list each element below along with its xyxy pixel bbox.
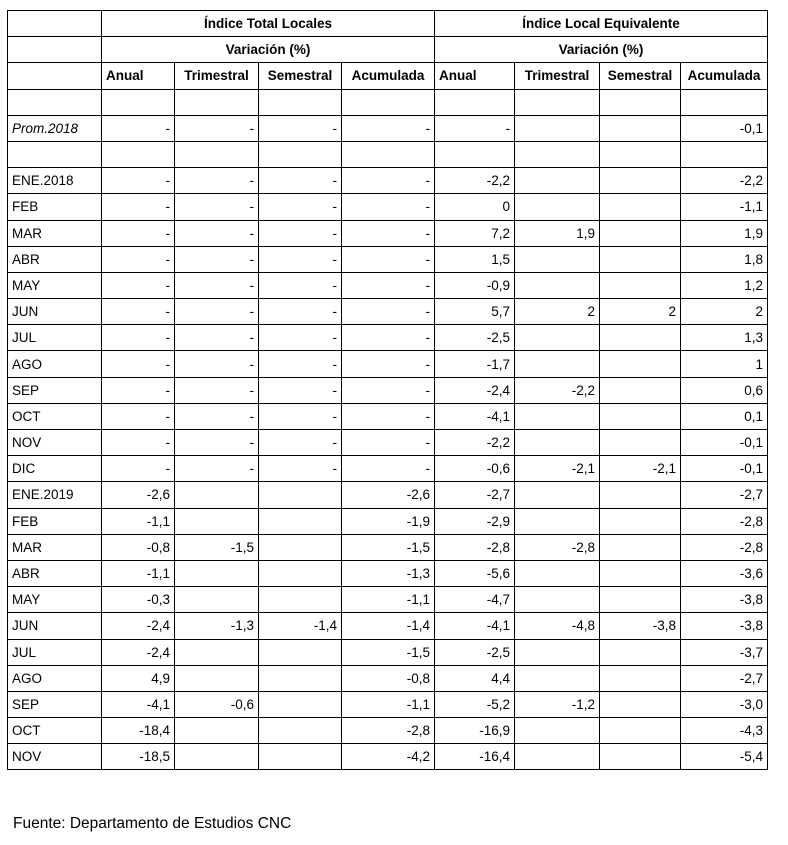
table-cell — [515, 89, 600, 115]
column-header: Acumulada — [681, 63, 768, 89]
table-cell — [600, 534, 681, 560]
table-cell: 1,3 — [681, 325, 768, 351]
table-cell — [342, 141, 435, 167]
table-cell: -1,1 — [342, 587, 435, 613]
table-cell — [515, 508, 600, 534]
table-cell: - — [102, 351, 175, 377]
table-row — [8, 194, 768, 220]
table-cell: - — [102, 299, 175, 325]
table-cell: - — [259, 299, 342, 325]
table-cell — [600, 272, 681, 298]
table-cell: -18,4 — [102, 718, 175, 744]
column-header: Semestral — [259, 63, 342, 89]
table-cell: - — [175, 351, 259, 377]
table-cell: -4,7 — [435, 587, 515, 613]
table-row — [8, 141, 768, 167]
table-cell — [600, 89, 681, 115]
column-header: Acumulada — [342, 63, 435, 89]
table-row — [8, 89, 768, 115]
table-cell: -2,6 — [102, 482, 175, 508]
table-cell: - — [259, 272, 342, 298]
table-cell: -1,9 — [342, 508, 435, 534]
table-cell — [342, 89, 435, 115]
table-cell — [600, 508, 681, 534]
table-cell — [259, 691, 342, 717]
table-cell: - — [102, 168, 175, 194]
table-cell: - — [102, 325, 175, 351]
table-cell: - — [175, 272, 259, 298]
table-cell — [515, 351, 600, 377]
table-cell — [600, 744, 681, 770]
table-cell — [681, 141, 768, 167]
table-cell: -1,1 — [342, 691, 435, 717]
table-cell — [600, 168, 681, 194]
table-cell: - — [175, 456, 259, 482]
table-cell — [515, 194, 600, 220]
table-row — [8, 351, 768, 377]
table-cell: -1,5 — [175, 534, 259, 560]
table-row — [8, 691, 768, 717]
table-cell — [435, 89, 515, 115]
table-cell: - — [342, 456, 435, 482]
table-cell — [515, 665, 600, 691]
table-row — [8, 534, 768, 560]
table-cell: -4,3 — [681, 718, 768, 744]
table-row — [8, 560, 768, 586]
table-cell: - — [175, 194, 259, 220]
table-cell: - — [175, 325, 259, 351]
table-cell — [600, 665, 681, 691]
table-cell — [435, 141, 515, 167]
table-cell: -4,2 — [342, 744, 435, 770]
table-cell: - — [259, 220, 342, 246]
table-cell: -1,4 — [342, 613, 435, 639]
row-label: OCT — [8, 718, 102, 744]
table-row — [8, 325, 768, 351]
row-label: DIC — [8, 456, 102, 482]
table-cell: - — [102, 430, 175, 456]
table-cell: -1,1 — [102, 560, 175, 586]
table-cell — [175, 665, 259, 691]
column-header: Trimestral — [515, 63, 600, 89]
table-cell: -1,7 — [435, 351, 515, 377]
table-row — [8, 299, 768, 325]
table-cell: - — [175, 430, 259, 456]
row-label: NOV — [8, 744, 102, 770]
row-label: JUN — [8, 613, 102, 639]
table-cell — [259, 141, 342, 167]
table-cell — [175, 508, 259, 534]
table-cell: 1,9 — [681, 220, 768, 246]
table-cell: -2,2 — [435, 168, 515, 194]
table-cell — [515, 246, 600, 272]
row-label: MAR — [8, 534, 102, 560]
table-cell: - — [175, 168, 259, 194]
table-cell: -2,6 — [342, 482, 435, 508]
table-cell: 2 — [515, 299, 600, 325]
table-cell: -2,2 — [681, 168, 768, 194]
table-cell: -3,8 — [681, 587, 768, 613]
table-cell: - — [102, 377, 175, 403]
table-cell: -1,5 — [342, 639, 435, 665]
table-cell: -3,6 — [681, 560, 768, 586]
row-label: ABR — [8, 246, 102, 272]
table-cell — [515, 168, 600, 194]
table-cell: -1,5 — [342, 534, 435, 560]
table-cell: - — [102, 246, 175, 272]
table-cell: -2,8 — [435, 534, 515, 560]
table-cell — [600, 560, 681, 586]
table-cell: -0,1 — [681, 430, 768, 456]
table-cell: -1,1 — [102, 508, 175, 534]
table-row — [8, 403, 768, 429]
table-cell: -16,4 — [435, 744, 515, 770]
table-cell: 0,1 — [681, 403, 768, 429]
index-table — [7, 10, 768, 770]
table-cell: 5,7 — [435, 299, 515, 325]
table-cell: 1,2 — [681, 272, 768, 298]
table-cell: -0,1 — [681, 115, 768, 141]
table-cell: -2,9 — [435, 508, 515, 534]
table-cell: - — [175, 299, 259, 325]
table-cell — [681, 89, 768, 115]
table-cell: - — [259, 325, 342, 351]
table-cell: - — [102, 403, 175, 429]
table-row — [8, 744, 768, 770]
table-cell: -2,4 — [102, 613, 175, 639]
table-row — [8, 456, 768, 482]
corner-cell — [8, 11, 102, 37]
table-cell: -0,8 — [102, 534, 175, 560]
table-cell: - — [175, 115, 259, 141]
table-cell: -4,1 — [435, 613, 515, 639]
table-cell — [600, 718, 681, 744]
table-cell — [515, 115, 600, 141]
table-cell: -2,7 — [681, 665, 768, 691]
table-cell: - — [175, 377, 259, 403]
table-cell — [600, 115, 681, 141]
table-cell — [515, 587, 600, 613]
table-cell: -1,3 — [175, 613, 259, 639]
table-cell: - — [342, 168, 435, 194]
table-row — [8, 587, 768, 613]
table-cell: -0,1 — [681, 456, 768, 482]
table-cell — [600, 351, 681, 377]
table-cell: - — [175, 246, 259, 272]
table-cell — [600, 403, 681, 429]
row-label: OCT — [8, 403, 102, 429]
row-label: MAY — [8, 272, 102, 298]
table-cell — [102, 141, 175, 167]
table-cell: -4,1 — [102, 691, 175, 717]
row-label: ENE.2019 — [8, 482, 102, 508]
row-label: SEP — [8, 691, 102, 717]
table-row — [8, 718, 768, 744]
table-cell: - — [259, 403, 342, 429]
table-cell — [259, 665, 342, 691]
table-cell — [515, 639, 600, 665]
table-cell: - — [342, 115, 435, 141]
row-label: JUL — [8, 325, 102, 351]
table-row — [8, 613, 768, 639]
table-row — [8, 246, 768, 272]
table-cell: - — [342, 272, 435, 298]
table-cell: - — [342, 403, 435, 429]
table-cell: -2,7 — [435, 482, 515, 508]
table-cell — [515, 718, 600, 744]
table-cell: -5,6 — [435, 560, 515, 586]
table-cell — [259, 534, 342, 560]
column-header: Trimestral — [175, 63, 259, 89]
row-label: MAR — [8, 220, 102, 246]
table-cell: 1 — [681, 351, 768, 377]
table-cell — [600, 194, 681, 220]
table-cell: - — [102, 456, 175, 482]
table-cell: - — [435, 115, 515, 141]
table-cell — [259, 718, 342, 744]
header-row-columns — [8, 63, 768, 89]
row-label: NOV — [8, 430, 102, 456]
table-cell: -3,8 — [600, 613, 681, 639]
table-cell: -2,8 — [681, 534, 768, 560]
table-body — [8, 11, 768, 770]
table-cell: 4,4 — [435, 665, 515, 691]
table-cell: - — [102, 194, 175, 220]
table-row — [8, 430, 768, 456]
table-cell — [600, 246, 681, 272]
table-cell: -2,1 — [515, 456, 600, 482]
table-cell — [175, 141, 259, 167]
row-label: ABR — [8, 560, 102, 586]
table-cell: - — [259, 194, 342, 220]
table-cell — [259, 744, 342, 770]
table-cell: -5,2 — [435, 691, 515, 717]
row-label: AGO — [8, 351, 102, 377]
table-cell: -2,1 — [600, 456, 681, 482]
table-cell — [515, 325, 600, 351]
table-cell — [600, 220, 681, 246]
table-cell: - — [259, 456, 342, 482]
table-row — [8, 665, 768, 691]
table-cell: 1,5 — [435, 246, 515, 272]
table-cell: -0,8 — [342, 665, 435, 691]
table-cell — [600, 691, 681, 717]
table-cell: 2 — [681, 299, 768, 325]
row-label: Prom.2018 — [8, 115, 102, 141]
table-cell — [259, 482, 342, 508]
table-cell: - — [259, 246, 342, 272]
table-cell: -0,6 — [435, 456, 515, 482]
table-cell: 1,8 — [681, 246, 768, 272]
row-label: JUL — [8, 639, 102, 665]
table-cell — [175, 560, 259, 586]
table-cell — [515, 430, 600, 456]
table-row — [8, 482, 768, 508]
corner-cell — [8, 63, 102, 89]
table-cell: - — [102, 272, 175, 298]
table-row — [8, 168, 768, 194]
table-cell: - — [259, 430, 342, 456]
table-cell: -2,4 — [102, 639, 175, 665]
table-cell — [515, 403, 600, 429]
table-cell: -1,3 — [342, 560, 435, 586]
table-cell — [259, 587, 342, 613]
table-cell: -18,5 — [102, 744, 175, 770]
table-cell: -3,0 — [681, 691, 768, 717]
row-label — [8, 89, 102, 115]
source-note: Fuente: Departamento de Estudios CNC — [13, 815, 292, 832]
table-cell — [175, 744, 259, 770]
row-label: JUN — [8, 299, 102, 325]
corner-cell — [8, 37, 102, 63]
table-cell: -2,5 — [435, 325, 515, 351]
header-row-groups — [8, 11, 768, 37]
table-cell: -0,9 — [435, 272, 515, 298]
table-cell: - — [342, 430, 435, 456]
table-cell: 7,2 — [435, 220, 515, 246]
table-cell: - — [342, 194, 435, 220]
table-cell: -2,2 — [435, 430, 515, 456]
table-cell — [600, 587, 681, 613]
table-row — [8, 220, 768, 246]
table-cell — [515, 141, 600, 167]
table-cell: -2,2 — [515, 377, 600, 403]
row-label: ENE.2018 — [8, 168, 102, 194]
column-header: Semestral — [600, 63, 681, 89]
variation-header-2: Variación (%) — [435, 37, 768, 63]
table-cell: - — [259, 377, 342, 403]
table-cell: - — [342, 377, 435, 403]
table-cell: 4,9 — [102, 665, 175, 691]
table-cell: -3,8 — [681, 613, 768, 639]
table-cell — [600, 639, 681, 665]
table-cell: - — [102, 115, 175, 141]
table-cell: 1,9 — [515, 220, 600, 246]
header-row-variation — [8, 37, 768, 63]
row-label — [8, 141, 102, 167]
table-cell — [259, 639, 342, 665]
table-cell: -2,8 — [681, 508, 768, 534]
table-cell — [259, 560, 342, 586]
row-label: AGO — [8, 665, 102, 691]
table-cell: -4,8 — [515, 613, 600, 639]
table-cell — [600, 325, 681, 351]
column-header: Anual — [102, 63, 175, 89]
table-cell — [515, 272, 600, 298]
table-cell: -4,1 — [435, 403, 515, 429]
table-cell: - — [342, 325, 435, 351]
table-cell: - — [342, 220, 435, 246]
group-header-local-equivalente: Índice Local Equivalente — [435, 11, 768, 37]
table-cell — [102, 89, 175, 115]
table-cell: -2,7 — [681, 482, 768, 508]
row-label: MAY — [8, 587, 102, 613]
table-cell — [175, 639, 259, 665]
table-row — [8, 272, 768, 298]
table-cell — [175, 587, 259, 613]
variation-header-1: Variación (%) — [102, 37, 435, 63]
table-cell — [600, 482, 681, 508]
table-cell — [600, 377, 681, 403]
table-cell: - — [175, 220, 259, 246]
table-cell: - — [259, 351, 342, 377]
table-cell — [259, 89, 342, 115]
table-cell — [175, 718, 259, 744]
table-row — [8, 508, 768, 534]
row-label: SEP — [8, 377, 102, 403]
table-row — [8, 115, 768, 141]
row-label: FEB — [8, 194, 102, 220]
table-cell: -1,4 — [259, 613, 342, 639]
table-cell — [515, 744, 600, 770]
table-cell — [515, 482, 600, 508]
table-cell: -16,9 — [435, 718, 515, 744]
table-cell: -0,6 — [175, 691, 259, 717]
column-header: Anual — [435, 63, 515, 89]
table-cell — [600, 430, 681, 456]
table-row — [8, 377, 768, 403]
table-cell: -2,4 — [435, 377, 515, 403]
table-cell: - — [342, 299, 435, 325]
row-label: FEB — [8, 508, 102, 534]
table-cell — [259, 508, 342, 534]
table-cell: -2,5 — [435, 639, 515, 665]
table-cell — [515, 560, 600, 586]
table-cell: - — [259, 115, 342, 141]
table-cell: 0,6 — [681, 377, 768, 403]
group-header-total-locales: Índice Total Locales — [102, 11, 435, 37]
table-cell: -2,8 — [342, 718, 435, 744]
table-cell: 2 — [600, 299, 681, 325]
table-row — [8, 639, 768, 665]
table-cell: 0 — [435, 194, 515, 220]
table-cell — [175, 89, 259, 115]
table-cell: - — [102, 220, 175, 246]
table-cell: - — [342, 246, 435, 272]
table-cell — [175, 482, 259, 508]
table-cell: -2,8 — [515, 534, 600, 560]
table-cell: -1,1 — [681, 194, 768, 220]
table-cell: - — [175, 403, 259, 429]
table-cell: -3,7 — [681, 639, 768, 665]
table-cell: -1,2 — [515, 691, 600, 717]
table-cell: - — [342, 351, 435, 377]
table-cell: - — [259, 168, 342, 194]
table-cell: -5,4 — [681, 744, 768, 770]
table-cell — [600, 141, 681, 167]
table-cell: -0,3 — [102, 587, 175, 613]
